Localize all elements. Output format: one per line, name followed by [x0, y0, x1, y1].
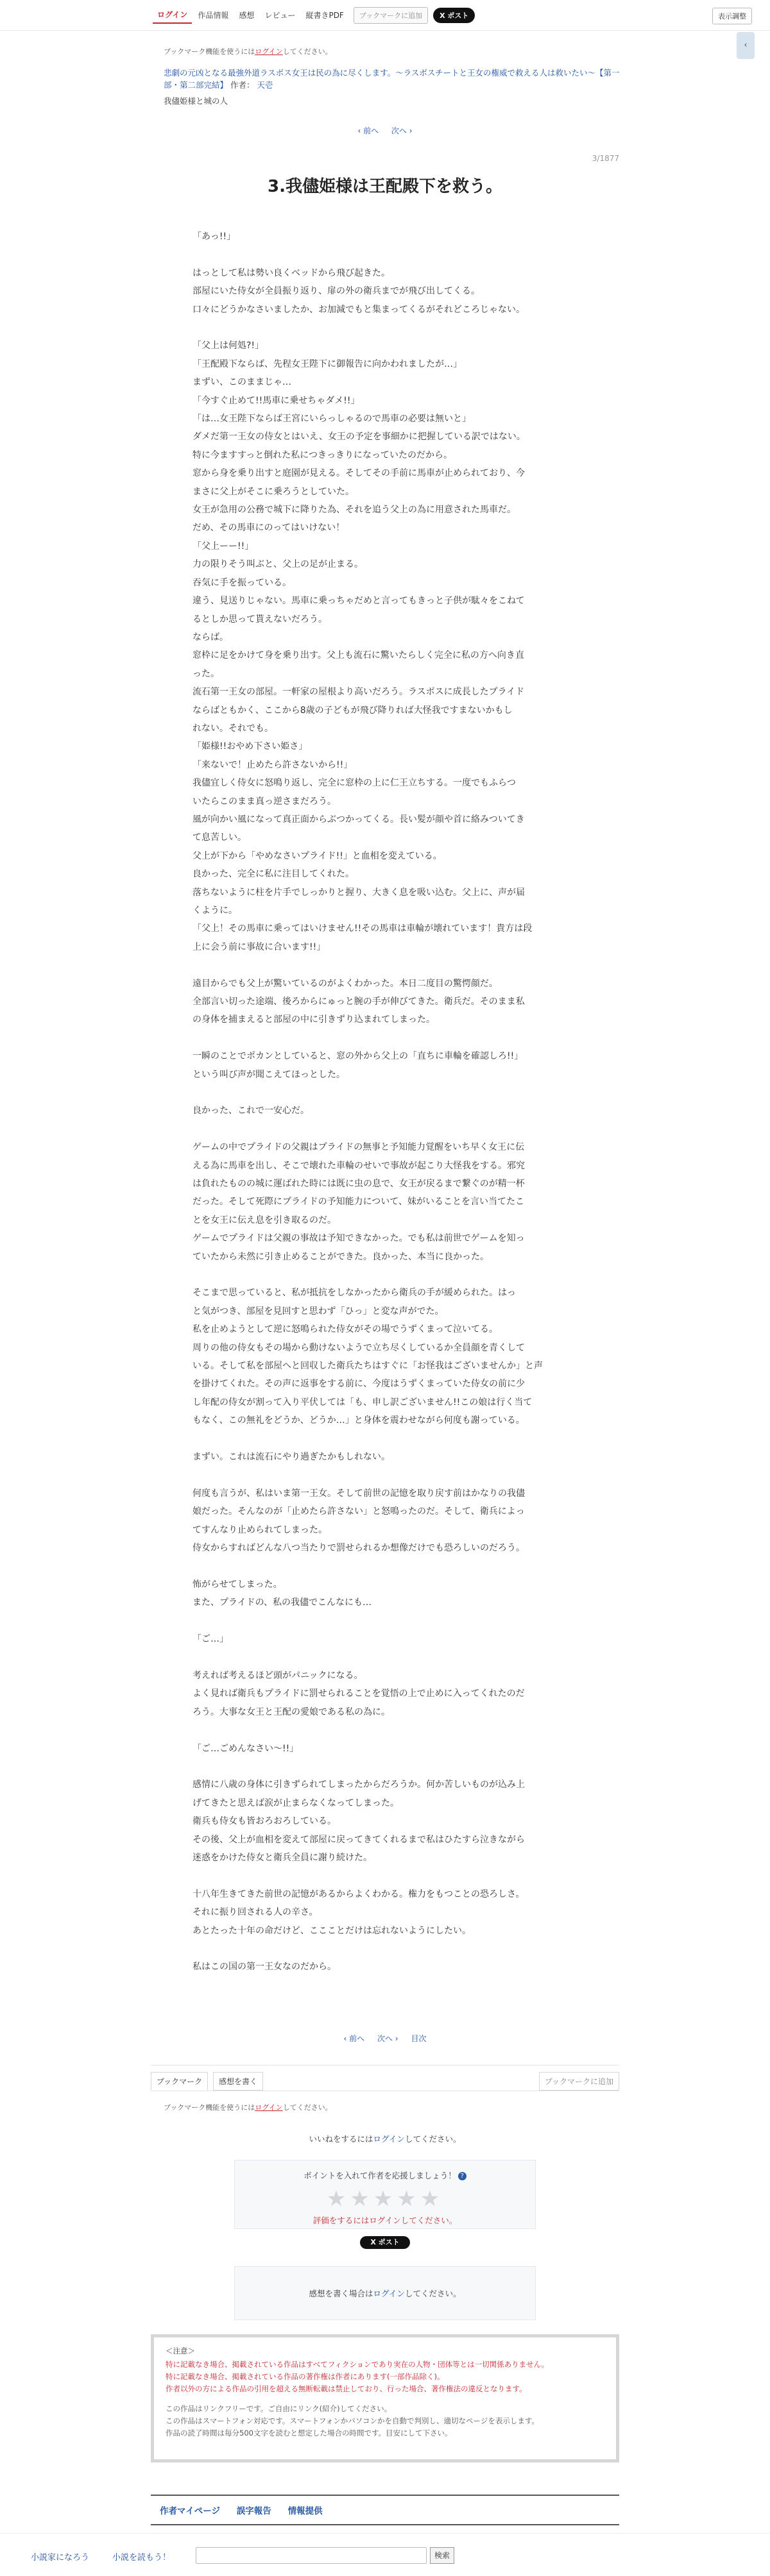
blank-line: [193, 1867, 578, 1885]
eval-text: 評価をするには: [312, 2216, 370, 2225]
blank-line: [193, 319, 578, 337]
novel-line: ゲームの中でプライドの父親はプライドの無事と予知能力覚醒をいち早く女王に伝: [193, 1142, 525, 1153]
help-icon[interactable]: ?: [458, 2172, 466, 2180]
typo-report-link[interactable]: 誤字報告: [236, 2506, 271, 2516]
novel-line: 良かった、これで一安心だ。: [193, 1106, 309, 1116]
point-heading-text: ポイントを入れて作者を応援しましょう！: [304, 2171, 456, 2180]
star-rating[interactable]: ★★★★★: [326, 2186, 444, 2212]
prev-link-bottom[interactable]: ‹ 前へ: [343, 2034, 365, 2043]
novel-line: った。: [193, 668, 219, 679]
bookmark-add-button[interactable]: ブックマークに追加: [354, 7, 428, 24]
novel-line: 全部言い切った途端、後ろからにゅっと腕の手が伸びてきた。衛兵だ。そのまま私: [193, 997, 525, 1007]
tab-write-review[interactable]: 感想を書く: [213, 2072, 263, 2091]
header-nav: [153, 6, 475, 24]
novel-line: ろう。大事な女王と王配の愛娘である私の為に。: [193, 1706, 390, 1717]
tab-bookmark[interactable]: ブックマーク: [151, 2072, 208, 2091]
novel-line: 怖がらせてしまった。: [193, 1579, 282, 1590]
novel-line: の身体を捕まえると部屋の中に引きずり込まれてしまった。: [193, 1014, 435, 1025]
novel-line: 「来ないで！止めたら許さないから!!」: [193, 759, 353, 770]
footer-tabs: [151, 2069, 619, 2091]
novel-line: それに振り回される人の辛さ。: [193, 1907, 318, 1918]
header-bar: [0, 0, 770, 31]
novel-line: あとたった十年の命だけど、ここことだけは忘れないようにしたい。: [193, 1925, 471, 1936]
novel-line: 何度も言うが、私はいま第一王女。そして前世の記憶を取り戻す前はかなりの我儘: [193, 1488, 525, 1499]
novel-line: てすんなり止められてしまった。: [193, 1524, 327, 1535]
prev-link[interactable]: ‹ 前へ: [357, 126, 379, 135]
novel-line: くように。: [193, 905, 237, 916]
novel-line: 娘だった。そんなのが「止めたら許さない」と怒鳴ったのだ。そして、衛兵によっ: [193, 1506, 525, 1517]
novel-line: 窓から身を乗り出すと庭園が見える。そしてその手前に馬車が止められており、今: [193, 468, 525, 479]
novel-line: と気がつき、部屋を見回すと思わず「ひっ」と変な声がでた。: [193, 1306, 444, 1317]
review-notice-text-end: してください。: [404, 2289, 461, 2298]
novel-line: いる。そして私を部屋へと回収した衛兵たちはすぐに「お怪我はございませんか」と声: [193, 1361, 543, 1372]
novel-line: 特に今ますすっと倒れた私につきっきりになっていたのだから。: [193, 450, 453, 460]
info-line: この作品はリンクフリーです。ご自由にリンク(紹介)してください。: [166, 2404, 392, 2413]
novel-line: るとしか思って貰えないだろう。: [193, 614, 327, 625]
novel-line: 違う、見送りじゃない。馬車に乗っちゃだめと言ってもきっと子供が駄々をこねて: [193, 596, 525, 607]
novel-line: 口々にどうかなさいましたか、お加減でもと集まってくるがそれどころじゃない。: [193, 304, 525, 315]
point-rating-box: [234, 2160, 536, 2229]
notice-text: ブックマーク機能を使うには: [164, 2103, 255, 2112]
novel-line: 「あっ!!」: [193, 232, 236, 242]
novel-line: 遠目からでも父上が驚いているのがよくわかった。本日二度目の驚愕顔だ。: [193, 978, 498, 989]
notice-login-link-bottom[interactable]: ログイン: [255, 2103, 283, 2112]
point-heading: [235, 2169, 535, 2181]
novel-line: 私を止めようとして逆に怒鳴られた侍女がその場でうずくまって泣いてる。: [193, 1324, 498, 1335]
notice-text-end: してください。: [282, 47, 332, 56]
novel-line: し年配の侍女が割って入り平伏しては「も、申し訳ございません!!この娘は行く当て: [193, 1397, 533, 1408]
blank-line: [193, 1029, 578, 1047]
series-info: [164, 67, 626, 91]
next-link[interactable]: 次へ ›: [391, 126, 413, 135]
eval-notice: [235, 2214, 535, 2226]
novel-line: える為に馬車を出し、そこで壊れた車輪のせいで事故が起こり大怪我をする。邪究: [193, 1160, 525, 1171]
blank-line: [193, 1940, 578, 1958]
novel-line: 私はこの国の第一王女なのだから。: [193, 1962, 336, 1973]
login-link[interactable]: ログイン: [153, 6, 192, 24]
search-input[interactable]: [196, 2547, 427, 2564]
yomou-link[interactable]: 小説を読もう！: [112, 2553, 171, 2563]
novel-line: 窓枠に足をかけて身を乗り出す。父上も流石に驚いたらしく完全に私の方へ向き直: [193, 650, 524, 661]
novel-line: 十八年生きてきた前世の記憶があるからよくわかる。権力をもつことの恐ろしさ。: [193, 1889, 525, 1899]
novel-line: まずい、このままじゃ…: [193, 377, 291, 388]
novel-line: よく見れば衛兵もプライドに罰せられることを覚悟の上で止めに入ってくれたのだ: [193, 1688, 525, 1699]
novel-line: ダメだ第一王女の侍女とはいえ、女王の予定を事細かに把握している訳ではない。: [193, 432, 526, 442]
novel-line: だめ、その馬車にのってはいけない！: [193, 523, 345, 534]
novel-line: れない。それでも。: [193, 723, 273, 734]
side-panel-toggle[interactable]: ‹: [737, 32, 755, 59]
blank-line: [193, 1084, 578, 1102]
blank-line: [193, 1430, 578, 1448]
blank-line: [193, 1612, 578, 1630]
caution-line: 特に記載なき場合、掲載されている作品はすべてフィクションであり実在の人物・団体等とは一切関係ありません。: [166, 2360, 549, 2369]
caution-line: 作者以外の方による作品の引用を超える無断転載は禁止しており、行った場合、著作権法の違反となります。: [166, 2384, 527, 2393]
notice-text-end: してください。: [282, 2103, 332, 2112]
novel-line: 落ちないように柱を片手でしっかりと握り、大きく息を吸い込む。父上に、声が届: [193, 887, 525, 898]
novel-line: ならばともかく、ここから8歳の子どもが飛び降りれば大怪我ですまないかもし: [193, 705, 513, 716]
novel-line: ゲームでプライドは父親の事故は予知できなかった。でも私は前世でゲームを知っ: [193, 1233, 525, 1244]
novel-line: 考えれば考えるほど頭がパニックになる。: [193, 1670, 363, 1681]
author-label: 作者：: [230, 80, 255, 90]
novel-line: 我儘宜しく侍女に怒鳴り返し、完全に窓枠の上に仁王立ちする。一度でもふらつ: [193, 778, 516, 789]
novel-line: もなく、この無礼をどうか、どうか…」と身体を震わせながら何度も謝っている。: [193, 1415, 525, 1426]
pager-bottom: [0, 2033, 770, 2044]
bookmark-notice-bottom: [164, 2102, 626, 2112]
syosetu-link[interactable]: 小説家になろう: [31, 2553, 90, 2563]
info-line: この作品はスマートフォン対応です。スマートフォンかパソコンかを自動で判別し、適切なページを表示します。: [166, 2416, 539, 2425]
work-info-link[interactable]: 作品情報: [198, 11, 229, 20]
novel-line: 「父上は何処?!」: [193, 341, 264, 351]
divider: [151, 2065, 619, 2066]
novel-line: 「今すぐ止めて!!馬車に乗せちゃダメ!!」: [193, 395, 360, 406]
review-box: [234, 2266, 536, 2320]
blank-line: [193, 246, 578, 264]
vertical-pdf-link[interactable]: 縦書きPDF: [305, 11, 344, 20]
review-login-link[interactable]: ログイン: [373, 2289, 405, 2298]
caution-box: [151, 2334, 619, 2462]
blank-line: [193, 1721, 578, 1739]
blank-line: [193, 956, 578, 974]
novel-line: を掛けてくれた。その声に返事をする前に、今度はうずくまっていた侍女の前に少: [193, 1379, 525, 1390]
search-button[interactable]: 検索: [430, 2547, 454, 2564]
novel-line: 部屋にいた侍女が全員振り返り、扉の外の衛兵までが飛び出してくる。: [193, 286, 480, 297]
novel-line: 風が向かい風になって真正面からぶつかってくる。長い髪が顔や首に絡みついてき: [193, 814, 525, 825]
novel-line: 力の限りそう叫ぶと、父上の足が止まる。: [193, 559, 363, 570]
blank-line: [193, 1558, 578, 1576]
novel-line: いたらこのまま真っ逆さまだろう。: [193, 796, 336, 807]
impressions-link[interactable]: 感想: [239, 11, 255, 20]
novel-line: 「王配殿下ならば、先程女王陛下に御報告に向かわれましたが…」: [193, 358, 462, 369]
bookmark-add-button-bottom[interactable]: ブックマークに追加: [539, 2072, 619, 2091]
like-notice-text: いいねをするには: [309, 2134, 373, 2144]
author-links-bar: [151, 2495, 619, 2525]
info-line: 作品の読了時間は毎分500文字を読むと想定した場合の時間です。目安にして下さい。: [166, 2429, 452, 2437]
novel-line: 侍女からすればどんな八つ当たりで罰せられるか想像だけでも恐ろしいのだろう。: [193, 1543, 525, 1554]
novel-line: 迷惑をかけた侍女と衛兵全員に謝り続けた。: [193, 1852, 372, 1863]
novel-line: 「は…女王陛下ならば王宮にいらっしゃるので馬車の必要は無いと」: [193, 414, 471, 425]
chapter-title: 3.我儘姫様は王配殿下を救う。: [268, 177, 502, 196]
like-notice: [0, 2133, 770, 2144]
novel-line: とを女王に伝え息を引き取るのだ。: [193, 1215, 336, 1225]
novel-line: また、プライドの、私の我儘でこんなにも…: [193, 1597, 372, 1608]
site-footer: [0, 2533, 770, 2576]
novel-line: そこまで思っていると、私が抵抗をしなかったから衛兵の手が緩められた。はっ: [193, 1288, 516, 1299]
novel-line: 女王が急用の公務で城下に降りた為、それを追う父上の為に用意された馬車だ。: [193, 505, 516, 516]
display-settings-button[interactable]: 表示調整: [712, 8, 752, 24]
eval-text-end: してください。: [400, 2216, 458, 2225]
novel-line: 「ご…」: [193, 1634, 228, 1645]
blank-line: [193, 1467, 578, 1485]
novel-line: は負れたものの城に運ばれた時には既に虫の息で、女王が戻るまで繋ぐのが精一杯: [193, 1179, 525, 1190]
caution-title: ＜注意＞: [166, 2346, 195, 2355]
novel-line: て息苦しい。: [193, 832, 246, 843]
notice-text: ブックマーク機能を使うには: [164, 47, 255, 56]
novel-body: [193, 228, 578, 1976]
like-notice-text-end: してください。: [404, 2134, 461, 2144]
page-number: 3/1877: [592, 154, 619, 163]
series-title-link[interactable]: 悲劇の元凶となる最強外道ラスボス女王は民の為に尽くします。〜ラスボスチートと王女の権威で救える人は救いたい〜【第一部・第二部完結】: [164, 68, 620, 90]
novel-line: その後、父上が血相を変えて部屋に戻ってきてくれるまで私はひたすら泣きながら: [193, 1834, 525, 1845]
novel-line: 感情に八歳の身体に引きずられてしまったからだろうか。何か苦しいものが込み上: [193, 1780, 525, 1790]
info-provide-link[interactable]: 情報提供: [287, 2506, 323, 2516]
novel-line: 流石第一王女の部屋。一軒家の屋根より高いだろう。ラスボスに成長したプライド: [193, 687, 525, 698]
next-link-bottom[interactable]: 次へ ›: [377, 2034, 398, 2043]
novel-line: 「父上ーー!!」: [193, 541, 254, 551]
blank-line: [193, 1649, 578, 1667]
eval-login-link[interactable]: ログイン: [369, 2216, 401, 2225]
chapter-group-title: 我儘姫様と城の人: [164, 96, 228, 106]
novel-line: まさに父上がそこに乗ろうとしていた。: [193, 486, 354, 497]
x-post-button[interactable]: X ポスト: [433, 8, 475, 23]
bookmark-notice: [164, 46, 626, 56]
novel-line: ていたから未然に引き止めることができた。良かった、本当に良かった。: [193, 1251, 489, 1262]
novel-line: 「父上！その馬車に乗ってはいけません!!その馬車は車輪が壊れています！貴方は段: [193, 923, 533, 934]
novel-line: 一瞬のことでポカンとしていると、窓の外から父上の「直ちに車輪を確認しろ!!」: [193, 1051, 524, 1062]
novel-line: 衛兵も侍女も皆おろおろしている。: [193, 1816, 336, 1827]
caution-line: 特に記載なき場合、掲載されている作品の著作権は作者にあります(一部作品除く)。: [166, 2372, 445, 2381]
review-notice-text: 感想を書く場合は: [309, 2289, 373, 2298]
author-mypage-link[interactable]: 作者マイページ: [160, 2506, 220, 2516]
toc-link[interactable]: 目次: [411, 2034, 427, 2043]
like-login-link[interactable]: ログイン: [373, 2134, 405, 2144]
novel-line: まずい。これは流石にやり過ぎたかもしれない。: [193, 1452, 390, 1463]
novel-line: ならば。: [193, 632, 228, 643]
blank-line: [193, 1266, 578, 1284]
novel-line: 父上が下から「やめなさいプライド!!」と血相を変えている。: [193, 850, 442, 861]
author-link[interactable]: 天壱: [257, 80, 273, 90]
novel-line: げてきたと思えば涙が止まらなくなってしまった。: [193, 1797, 399, 1808]
novel-line: 周りの他の侍女もその場から動けないようで立ち尽くしているか全員顔を青くして: [193, 1342, 525, 1353]
reviews-link[interactable]: レビュー: [264, 11, 296, 20]
notice-login-link[interactable]: ログイン: [255, 47, 283, 56]
blank-line: [193, 1120, 578, 1138]
novel-line: 吞気に手を振っている。: [193, 577, 291, 588]
pager-top: [0, 125, 770, 136]
novel-line: 上に会う前に事故に合います!!」: [193, 941, 326, 952]
novel-line: はっとして私は勢い良くベッドから飛び起きた。: [193, 267, 390, 278]
novel-line: だった。そして死際にプライドの予知能力について、妹がいることを言い当てたこ: [193, 1197, 525, 1208]
blank-line: [193, 1758, 578, 1776]
novel-line: 「姫様!!おやめ下さい姫さ」: [193, 741, 308, 752]
novel-line: 良かった、完全に私に注目してくれた。: [193, 869, 354, 880]
novel-line: 「ご…ごめんなさい〜!!」: [193, 1743, 299, 1754]
novel-line: という叫び声が聞こえてほっとした。: [193, 1069, 345, 1080]
x-post-button-bottom[interactable]: X ポスト: [360, 2236, 410, 2249]
